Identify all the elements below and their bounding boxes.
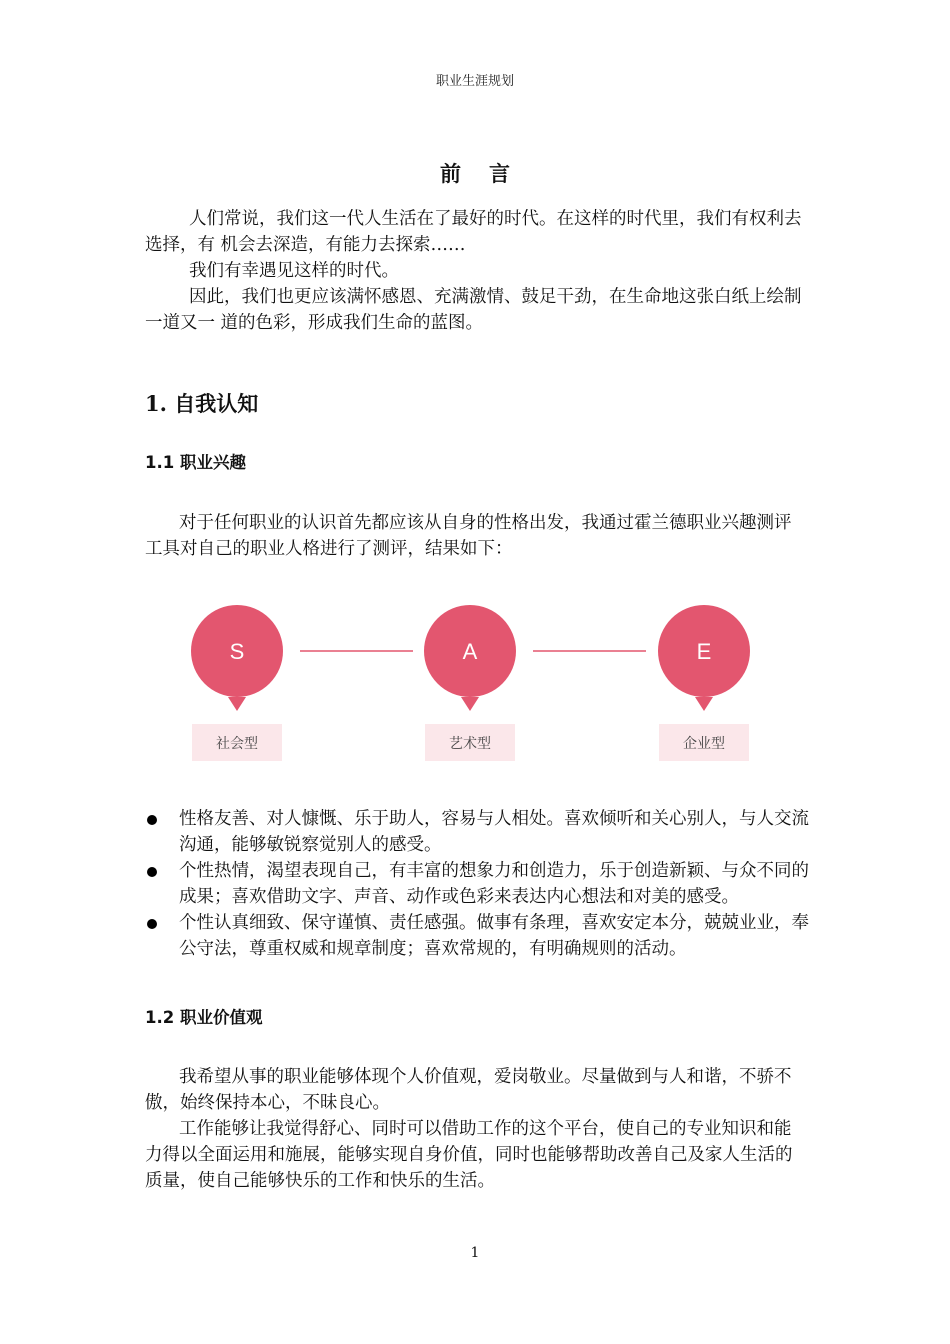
bullet-icon — [147, 815, 157, 825]
subsection-heading: 1.1 职业兴趣 — [145, 453, 246, 472]
preface-paragraph: 人们常说，我们这一代人生活在了最好的时代。在这样的时代里，我们有权利去选择，有 机会去深造，有能力去探索…… — [145, 209, 802, 255]
type-label: 社会型 — [216, 736, 258, 752]
subsection-heading: 1.2 职业价值观 — [145, 1008, 263, 1027]
values-paragraph: 工作能够让我觉得舒心、同时可以借助工作的这个平台，使自己的专业知识和能力得以全面运用和施展，能够实现自身价值，同时也能够帮助改善自己及家人生活的质量，使自己能够快乐的工作和快乐的生活。 — [145, 1119, 793, 1191]
list-item — [145, 858, 810, 910]
holland-code-diagram — [180, 600, 760, 770]
holland-letter: A — [462, 639, 478, 664]
bullet-icon — [147, 919, 157, 929]
list-item-text: 个性认真细致、保守谨慎、责任感强。做事有条理，喜欢安定本分，兢兢业业，奉公守法，尊重权威和规章制度；喜欢常规的，有明确规则的活动。 — [179, 913, 809, 959]
type-label: 企业型 — [683, 736, 725, 752]
list-item-text: 个性热情，渴望表现自己，有丰富的想象力和创造力，乐于创造新颖、与众不同的成果；喜欢借助文字、声音、动作或色彩来表达内心想法和对美的感受。 — [179, 861, 809, 907]
holland-node-s — [191, 605, 283, 761]
intro-paragraph: 对于任何职业的认识首先都应该从自身的性格出发，我通过霍兰德职业兴趣测评工具对自己的职业人格进行了测评，结果如下： — [145, 513, 792, 559]
holland-node-e — [658, 605, 750, 761]
trait-list — [145, 806, 810, 962]
page-header: 职业生涯规划 — [435, 74, 514, 89]
holland-node-a — [424, 605, 516, 761]
list-item-text: 性格友善、对人慷慨、乐于助人，容易与人相处。喜欢倾听和关心别人，与人交流沟通，能够敏锐察觉别人的感受。 — [179, 809, 809, 855]
preface-title: 前言 — [440, 161, 538, 186]
page-number: 1 — [470, 1245, 480, 1261]
bullet-icon — [147, 867, 157, 877]
list-item — [145, 910, 810, 962]
list-item — [145, 806, 810, 858]
holland-letter: E — [696, 639, 712, 664]
section-heading: 1. 自我认知 — [145, 391, 259, 416]
preface-paragraph: 我们有幸遇见这样的时代。 — [189, 261, 399, 281]
holland-letter: S — [229, 639, 245, 664]
type-label: 艺术型 — [449, 736, 491, 752]
preface-paragraph: 因此，我们也更应该满怀感恩、充满激情、鼓足干劲，在生命地这张白纸上绘制一道又一 道的色彩，形成我们生命的蓝图。 — [145, 287, 802, 333]
values-paragraph: 我希望从事的职业能够体现个人价值观，爱岗敬业。尽量做到与人和谐，不骄不傲，始终保持本心，不昧良心。 — [145, 1067, 792, 1113]
